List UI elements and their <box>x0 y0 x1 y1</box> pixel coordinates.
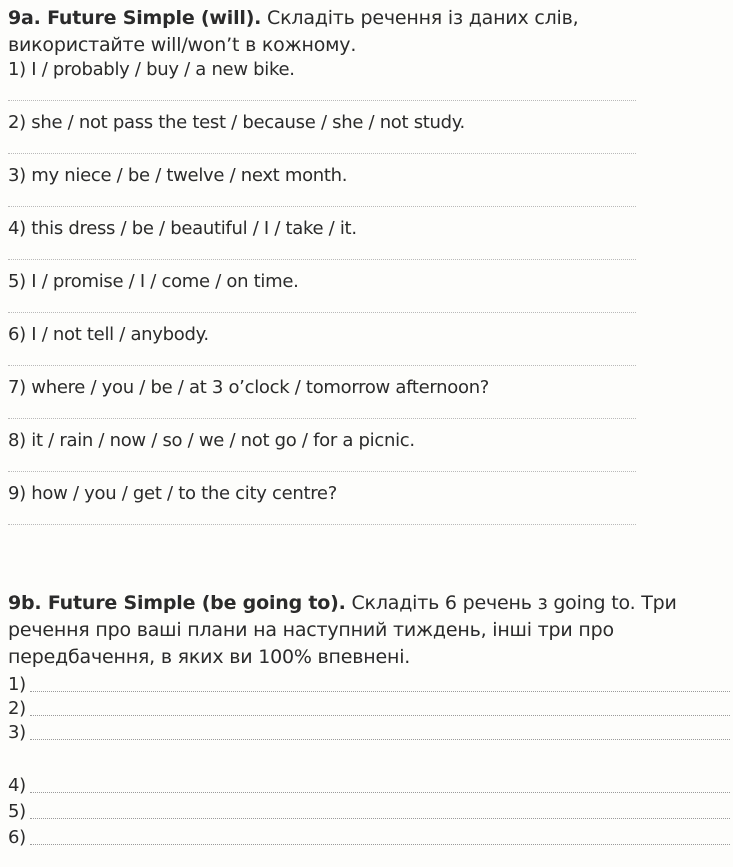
exercise-prompt-8: 8) it / rain / now / so / we / not go / for a picnic. <box>8 430 415 451</box>
exercise-prompt-7: 7) where / you / be / at 3 o’clock / tomorrow afternoon? <box>8 377 490 398</box>
answer-line-2[interactable] <box>8 153 636 154</box>
answer-line-3[interactable] <box>8 206 636 207</box>
answer-number: 4) <box>8 775 26 796</box>
answer-line[interactable] <box>30 691 730 692</box>
answer-line-5[interactable] <box>8 312 636 313</box>
answer-number: 1) <box>8 674 26 695</box>
task-9a-instruction: Складіть речення із даних слів, використайте will/won’t в кожному. <box>8 7 579 56</box>
answer-line-4[interactable] <box>8 259 636 260</box>
answer-row-5[interactable] <box>8 799 730 823</box>
answer-number: 6) <box>8 827 26 848</box>
answer-number: 5) <box>8 801 26 822</box>
task-9b-label: 9b. Future Simple (be going to). <box>8 592 346 614</box>
answer-number: 3) <box>8 722 26 743</box>
answer-row-3[interactable] <box>8 720 730 744</box>
answer-row-4[interactable] <box>8 773 730 797</box>
answer-row-1[interactable] <box>8 672 730 696</box>
answer-line-7[interactable] <box>8 418 636 419</box>
answer-line[interactable] <box>30 715 730 716</box>
exercise-prompt-1: 1) I / probably / buy / a new bike. <box>8 59 295 80</box>
answer-row-6[interactable] <box>8 825 730 849</box>
answer-line[interactable] <box>30 844 730 845</box>
task-9a-heading <box>8 5 708 59</box>
answer-line-8[interactable] <box>8 471 636 472</box>
exercise-prompt-2: 2) she / not pass the test / because / she / not study. <box>8 112 465 133</box>
answer-line-1[interactable] <box>8 100 636 101</box>
answer-number: 2) <box>8 698 26 719</box>
answer-line[interactable] <box>30 818 730 819</box>
task-9b-heading <box>8 590 728 671</box>
answer-line[interactable] <box>30 739 730 740</box>
exercise-prompt-9: 9) how / you / get / to the city centre? <box>8 483 337 504</box>
task-9b-instruction: Складіть 6 речень з going to. Три речення про ваші плани на наступний тиждень, інші три про передбачення, в яких ви 100% впевнені. <box>8 592 677 668</box>
exercise-prompt-6: 6) I / not tell / anybody. <box>8 324 209 345</box>
exercise-prompt-5: 5) I / promise / I / come / on time. <box>8 271 299 292</box>
answer-row-2[interactable] <box>8 696 730 720</box>
answer-line[interactable] <box>30 792 730 793</box>
exercise-prompt-3: 3) my niece / be / twelve / next month. <box>8 165 348 186</box>
answer-line-6[interactable] <box>8 365 636 366</box>
answer-line-9[interactable] <box>8 524 636 525</box>
exercise-prompt-4: 4) this dress / be / beautiful / I / take / it. <box>8 218 357 239</box>
task-9a-label: 9a. Future Simple (will). <box>8 7 262 29</box>
